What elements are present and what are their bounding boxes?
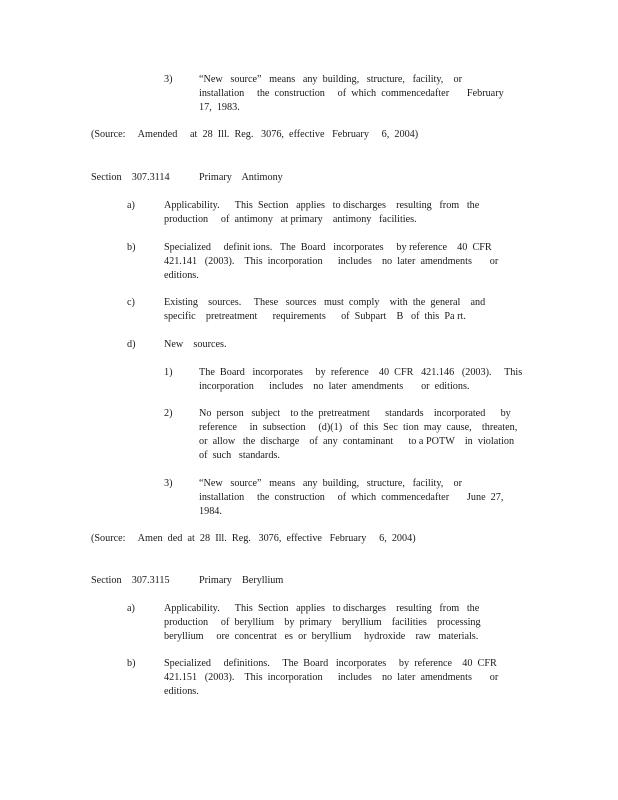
subsection-label: b) [127,658,136,669]
section-number: Section 307.3115 [91,575,170,586]
paragraph-line: New sources. [164,339,227,350]
paragraph-line: Specialized definitions. The Board incorporates by reference 40 CFR [164,658,497,669]
paragraph-line: 1984. [199,506,222,517]
paragraph-line: Applicability. This Section applies to discharges resulting from the [164,200,480,211]
paragraph-line: 421.151 (2003). This incorporation includes no later amendments or [164,672,499,683]
paragraph-line: incorporation includes no later amendments or editions. [199,381,470,392]
subsection-label: a) [127,603,135,614]
paragraph-line: reference in subsection (d)(1) of this Sec tion may cause, threaten, [199,422,518,433]
item-number: 3) [164,74,173,85]
source-note: (Source: Amended at 28 Ill. Reg. 3076, effective February 6, 2004) [91,129,419,140]
paragraph-line: of such standards. [199,450,280,461]
item-number: 2) [164,408,173,419]
section-title: Primary Antimony [199,172,283,183]
section-title: Primary Beryllium [199,575,284,586]
paragraph-line: “New source” means any building, structure, facility, or [199,74,463,85]
paragraph-line: or allow the discharge of any contaminant to a POTW in violation [199,436,515,447]
paragraph-line: No person subject to the pretreatment standards incorporated by [199,408,511,419]
paragraph-line: production of beryllium by primary beryllium facilities processing [164,617,481,628]
section-number: Section 307.3114 [91,172,170,183]
paragraph-line: Specialized definit ions. The Board incorporates by reference 40 CFR [164,242,492,253]
paragraph-line: 17, 1983. [199,102,240,113]
paragraph-line: beryllium ore concentrat es or beryllium hydroxide raw materials. [164,631,479,642]
paragraph-line: 421.141 (2003). This incorporation includes no later amendments or [164,256,499,267]
paragraph-line: The Board incorporates by reference 40 CFR 421.146 (2003). This [199,367,523,378]
item-number: 1) [164,367,173,378]
subsection-label: b) [127,242,136,253]
paragraph-line: “New source” means any building, structure, facility, or [199,478,463,489]
paragraph-line: Applicability. This Section applies to discharges resulting from the [164,603,480,614]
subsection-label: c) [127,297,135,308]
subsection-label: d) [127,339,136,350]
paragraph-line: Existing sources. These sources must comply with the general and [164,297,486,308]
subsection-label: a) [127,200,135,211]
paragraph-line: editions. [164,270,199,281]
paragraph-line: production of antimony at primary antimony facilities. [164,214,417,225]
source-note: (Source: Amen ded at 28 Ill. Reg. 3076, effective February 6, 2004) [91,533,416,544]
paragraph-line: installation the construction of which commencedafter February [199,88,504,99]
item-number: 3) [164,478,173,489]
paragraph-line: editions. [164,686,199,697]
paragraph-line: specific pretreatment requirements of Subpart B of this Pa rt. [164,311,466,322]
paragraph-line: installation the construction of which commencedafter June 27, [199,492,504,503]
